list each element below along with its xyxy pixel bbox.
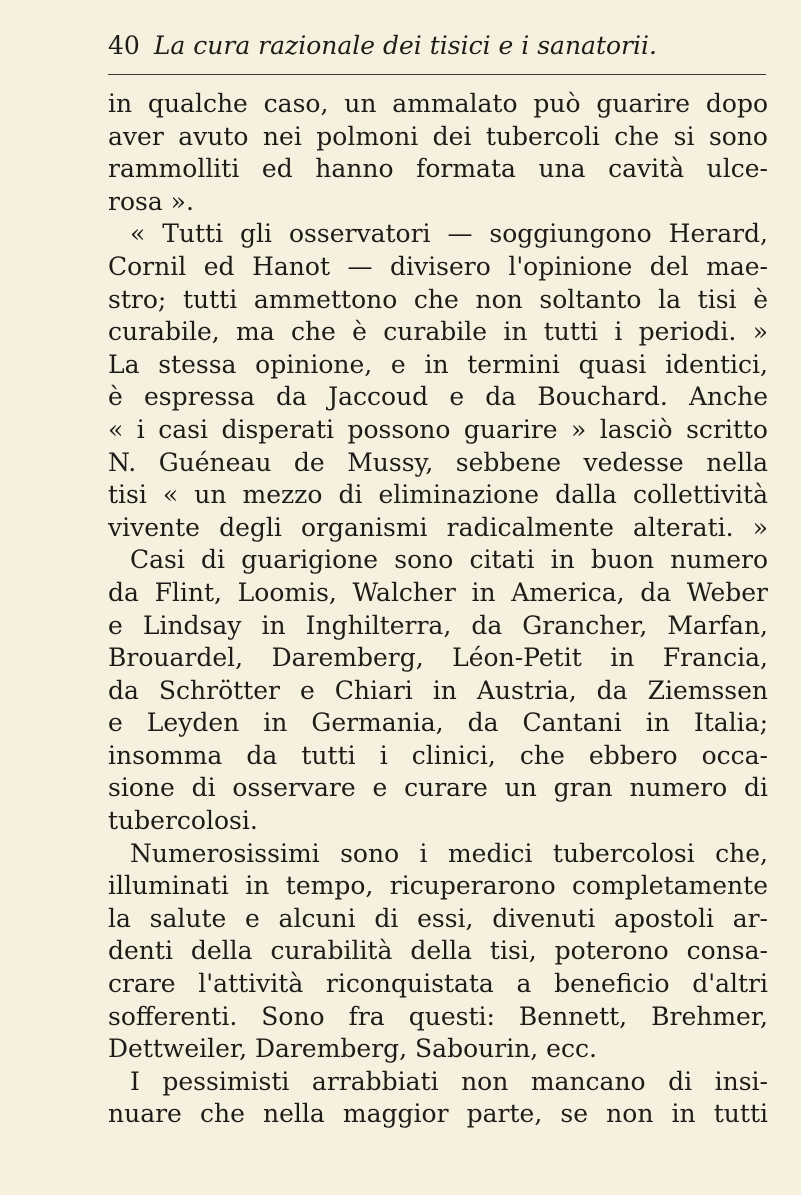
text-line: nuare che nella maggior parte, se non in tutti [108, 1099, 768, 1129]
text-line: Brouardel, Daremberg, Léon-Petit in Francia, [108, 643, 768, 673]
text-line: « i casi disperati possono guarire » lasciò scritto [108, 414, 768, 444]
text-line: tisi « un mezzo di eliminazione dalla collettività [108, 480, 768, 510]
body-text [108, 88, 768, 1131]
text-line: Cornil ed Hanot — divisero l'opinione del mae- [108, 251, 768, 281]
text-line: stro; tutti ammettono che non soltanto la tisi è [108, 284, 768, 314]
text-line: sione di osservare e curare un gran numero di [108, 773, 768, 803]
text-line: Dettweiler, Daremberg, Sabourin, ecc. [108, 1034, 597, 1064]
text-line: La stessa opinione, e in termini quasi identici, [108, 349, 768, 379]
running-header [108, 30, 768, 62]
text-line: curabile, ma che è curabile in tutti i periodi. » [108, 317, 768, 347]
text-line: vivente degli organismi radicalmente alterati. » [108, 512, 768, 542]
text-line: e Lindsay in Inghilterra, da Grancher, Marfan, [108, 610, 768, 640]
text-line: rosa ». [108, 186, 194, 216]
text-line: è espressa da Jaccoud e da Bouchard. Anche [108, 382, 768, 412]
text-line: crare l'attività riconquistata a beneficio d'altri [108, 969, 768, 999]
text-line: in qualche caso, un ammalato può guarire dopo [108, 89, 768, 118]
header-rule [108, 74, 766, 75]
text-line: Numerosissimi sono i medici tubercolosi che, [130, 838, 768, 868]
text-line: denti della curabilità della tisi, poterono consa- [108, 936, 768, 966]
text-line: la salute e alcuni di essi, divenuti apostoli ar- [108, 903, 768, 933]
text-line: da Schrötter e Chiari in Austria, da Ziemssen [108, 675, 768, 705]
text-line: I pessimisti arrabbiati non mancano di insi- [130, 1066, 768, 1096]
text-line: Casi di guarigione sono citati in buon numero [130, 545, 768, 575]
text-line: « Tutti gli osservatori — soggiungono Herard, [130, 219, 768, 249]
text-line: tubercolosi. [108, 806, 258, 836]
text-line: da Flint, Loomis, Walcher in America, da Weber [108, 577, 768, 607]
text-line: N. Guéneau de Mussy, sebbene vedesse nella [108, 447, 768, 477]
text-line: e Leyden in Germania, da Cantani in Italia; [108, 708, 768, 738]
text-line: insomma da tutti i clinici, che ebbero occa- [108, 740, 768, 770]
text-line: sofferenti. Sono fra questi: Bennett, Brehmer, [108, 1001, 768, 1031]
page-number: 40 [108, 31, 140, 60]
text-line: illuminati in tempo, ricuperarono completamente [108, 871, 768, 901]
text-line: rammolliti ed hanno formata una cavità ulce- [108, 154, 768, 184]
text-line: aver avuto nei polmoni dei tubercoli che si sono [108, 121, 768, 151]
running-title: La cura razionale dei tisici e i sanatorii. [153, 31, 657, 60]
